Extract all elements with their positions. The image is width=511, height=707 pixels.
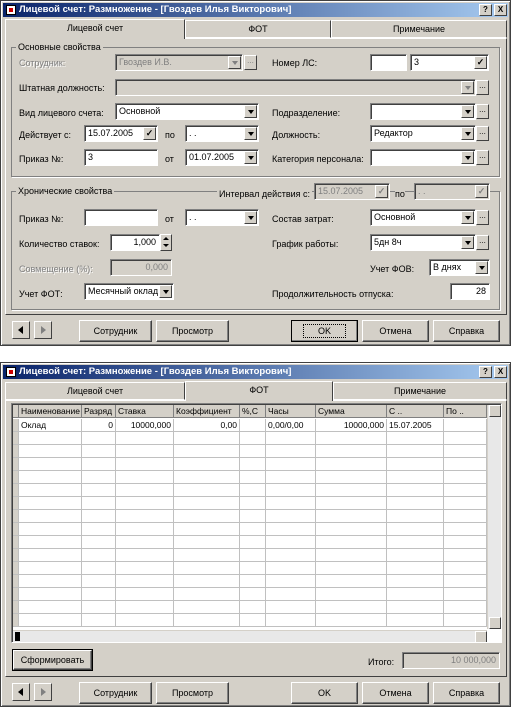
valid-from-value: 15.07.2005 bbox=[88, 128, 134, 138]
empty-cell[interactable] bbox=[444, 575, 487, 588]
empty-cell[interactable] bbox=[387, 614, 444, 627]
staff-ellipsis-button[interactable]: ... bbox=[476, 80, 489, 95]
window-title: Лицевой счет: Размножение - [Гвоздев Илья Викторович] bbox=[19, 366, 292, 377]
empty-cell[interactable] bbox=[116, 497, 174, 510]
empty-cell[interactable] bbox=[316, 523, 387, 536]
column-header[interactable]: Наименование bbox=[19, 405, 82, 418]
combo-field: 0,000 bbox=[110, 259, 172, 276]
position-ellipsis-button[interactable]: ... bbox=[476, 126, 489, 141]
table-cell[interactable]: 15.07.2005 bbox=[387, 419, 444, 432]
order-date-value: 01.07.2005 bbox=[189, 152, 235, 162]
cancel-button[interactable]: Отмена bbox=[362, 320, 429, 342]
employee-value: Гвоздев И.В. bbox=[119, 57, 172, 67]
empty-cell[interactable] bbox=[240, 536, 266, 549]
employee-button[interactable]: Сотрудник bbox=[79, 320, 152, 342]
empty-cell[interactable] bbox=[174, 575, 240, 588]
empty-cell[interactable] bbox=[174, 523, 240, 536]
valid-to-field[interactable] bbox=[185, 125, 259, 142]
form-button[interactable]: Сформировать bbox=[13, 650, 92, 670]
table-cell[interactable]: 10000,000 bbox=[116, 419, 174, 432]
empty-cell[interactable] bbox=[174, 549, 240, 562]
chevron-down-icon[interactable] bbox=[475, 261, 488, 274]
empty-cell[interactable] bbox=[316, 458, 387, 471]
table-cell[interactable]: 0 bbox=[82, 419, 116, 432]
chrono-order-date-field[interactable] bbox=[185, 209, 259, 226]
chevron-down-icon[interactable] bbox=[461, 236, 474, 249]
empty-cell[interactable] bbox=[444, 458, 487, 471]
ls-prefix-field[interactable] bbox=[370, 54, 407, 71]
division-ellipsis-button[interactable]: ... bbox=[476, 104, 489, 119]
prev-record-button[interactable] bbox=[12, 321, 30, 339]
chevron-down-icon[interactable] bbox=[244, 127, 257, 140]
account-type-select[interactable] bbox=[115, 103, 259, 120]
chevron-down-icon bbox=[461, 81, 474, 94]
fot-select[interactable] bbox=[84, 283, 174, 300]
interval-to-value: . . bbox=[418, 186, 426, 196]
employee-label: Сотрудник: bbox=[19, 58, 66, 68]
scroll-up-icon[interactable] bbox=[489, 405, 501, 417]
empty-cell[interactable] bbox=[116, 432, 174, 445]
empty-cell[interactable] bbox=[240, 432, 266, 445]
column-header[interactable]: %,С bbox=[240, 405, 266, 418]
empty-cell[interactable] bbox=[82, 549, 116, 562]
staff-position-field bbox=[115, 79, 476, 96]
empty-cell[interactable] bbox=[82, 432, 116, 445]
ok-button[interactable] bbox=[291, 320, 358, 342]
vertical-scrollbar[interactable] bbox=[487, 405, 501, 629]
cost-select[interactable] bbox=[370, 209, 476, 226]
empty-cell[interactable] bbox=[116, 536, 174, 549]
tab-note[interactable]: Примечание bbox=[331, 20, 507, 38]
empty-cell[interactable] bbox=[174, 588, 240, 601]
rates-label: Количество ставок: bbox=[19, 239, 100, 249]
employee-field bbox=[115, 54, 243, 71]
division-label: Подразделение: bbox=[272, 108, 341, 118]
view-button[interactable]: Просмотр bbox=[156, 320, 229, 342]
title-bar bbox=[3, 3, 508, 17]
empty-cell[interactable] bbox=[266, 510, 316, 523]
schedule-ellipsis-button[interactable]: ... bbox=[476, 235, 489, 250]
arrow-right-icon bbox=[41, 688, 46, 696]
empty-cell[interactable] bbox=[240, 588, 266, 601]
schedule-value: 5дн 8ч bbox=[374, 237, 402, 247]
app-icon bbox=[6, 367, 16, 377]
view-button[interactable]: Просмотр bbox=[156, 682, 229, 704]
table-cell[interactable]: 10000,000 bbox=[316, 419, 387, 432]
help-button[interactable]: Справка bbox=[433, 682, 500, 704]
order-from-label: от bbox=[165, 154, 174, 164]
empty-cell[interactable] bbox=[266, 471, 316, 484]
table-cell[interactable]: 0,00/0,00 bbox=[266, 419, 316, 432]
rates-spinner[interactable] bbox=[160, 234, 172, 251]
empty-cell[interactable] bbox=[19, 510, 82, 523]
empty-cell[interactable] bbox=[82, 510, 116, 523]
empty-cell[interactable] bbox=[116, 549, 174, 562]
check-icon: ✓ bbox=[475, 185, 488, 198]
category-label: Категория персонала: bbox=[272, 154, 364, 164]
empty-cell[interactable] bbox=[240, 549, 266, 562]
empty-cell[interactable] bbox=[316, 614, 387, 627]
fot-table[interactable] bbox=[11, 403, 502, 643]
empty-cell[interactable] bbox=[387, 549, 444, 562]
cost-label: Состав затрат: bbox=[272, 214, 334, 224]
empty-cell[interactable] bbox=[19, 484, 82, 497]
empty-cell[interactable] bbox=[444, 484, 487, 497]
empty-cell[interactable] bbox=[444, 562, 487, 575]
empty-cell[interactable] bbox=[240, 523, 266, 536]
arrow-left-icon bbox=[18, 326, 23, 334]
empty-cell[interactable] bbox=[266, 536, 316, 549]
division-select[interactable] bbox=[370, 103, 476, 120]
cancel-button[interactable]: Отмена bbox=[362, 682, 429, 704]
employee-ellipsis-button: ... bbox=[244, 55, 257, 70]
total-label: Итого: bbox=[368, 657, 395, 667]
empty-cell[interactable] bbox=[387, 432, 444, 445]
empty-cell[interactable] bbox=[82, 536, 116, 549]
empty-cell[interactable] bbox=[387, 588, 444, 601]
vacation-field[interactable]: 28 bbox=[450, 283, 490, 300]
empty-cell[interactable] bbox=[387, 484, 444, 497]
empty-cell[interactable] bbox=[174, 510, 240, 523]
empty-cell[interactable] bbox=[82, 601, 116, 614]
column-header[interactable]: С .. bbox=[387, 405, 444, 418]
order-label: Приказ №: bbox=[19, 154, 64, 164]
chrono-group-title: Хронические свойства bbox=[18, 186, 113, 196]
column-header[interactable]: Разряд bbox=[82, 405, 116, 418]
chevron-down-icon[interactable] bbox=[461, 105, 474, 118]
empty-cell[interactable] bbox=[174, 601, 240, 614]
empty-cell[interactable] bbox=[19, 458, 82, 471]
empty-cell[interactable] bbox=[82, 562, 116, 575]
empty-cell[interactable] bbox=[240, 497, 266, 510]
close-title-button[interactable]: X bbox=[494, 366, 507, 378]
staff-position-label: Штатная должность: bbox=[19, 83, 105, 93]
empty-cell[interactable] bbox=[240, 471, 266, 484]
empty-cell[interactable] bbox=[19, 601, 82, 614]
title-bar bbox=[3, 365, 508, 379]
table-cell[interactable]: 0,00 bbox=[174, 419, 240, 432]
empty-cell[interactable] bbox=[174, 614, 240, 627]
empty-cell[interactable] bbox=[19, 575, 82, 588]
empty-cell[interactable] bbox=[387, 601, 444, 614]
empty-cell[interactable] bbox=[316, 432, 387, 445]
empty-cell[interactable] bbox=[316, 484, 387, 497]
empty-cell[interactable] bbox=[19, 471, 82, 484]
chevron-down-icon[interactable] bbox=[461, 211, 474, 224]
next-record-button bbox=[34, 321, 52, 339]
valid-from-field[interactable] bbox=[84, 125, 158, 142]
spin-up-icon[interactable] bbox=[163, 237, 169, 240]
column-header[interactable]: Ставка bbox=[116, 405, 174, 418]
empty-cell[interactable] bbox=[316, 471, 387, 484]
ok-button[interactable]: OK bbox=[291, 682, 358, 704]
empty-cell[interactable] bbox=[316, 575, 387, 588]
arrow-left-icon bbox=[18, 688, 23, 696]
empty-cell[interactable] bbox=[316, 445, 387, 458]
column-header[interactable]: Коэффициент bbox=[174, 405, 240, 418]
fov-value: В днях bbox=[433, 262, 462, 272]
vacation-label: Продолжительность отпуска: bbox=[272, 289, 394, 299]
empty-cell[interactable] bbox=[174, 445, 240, 458]
empty-cell[interactable] bbox=[444, 497, 487, 510]
interval-from-value: 15.07.2005 bbox=[318, 186, 364, 196]
empty-cell[interactable] bbox=[266, 588, 316, 601]
help-title-button[interactable]: ? bbox=[479, 4, 492, 16]
tab-account[interactable]: Лицевой счет bbox=[5, 382, 185, 400]
schedule-label: График работы: bbox=[272, 239, 339, 249]
empty-cell[interactable] bbox=[174, 432, 240, 445]
empty-cell[interactable] bbox=[444, 471, 487, 484]
empty-cell[interactable] bbox=[444, 588, 487, 601]
empty-cell[interactable] bbox=[444, 601, 487, 614]
empty-cell[interactable] bbox=[116, 614, 174, 627]
empty-cell[interactable] bbox=[19, 536, 82, 549]
empty-cell[interactable] bbox=[174, 471, 240, 484]
category-ellipsis-button[interactable]: ... bbox=[476, 150, 489, 165]
empty-cell[interactable] bbox=[444, 523, 487, 536]
empty-cell[interactable] bbox=[387, 575, 444, 588]
empty-cell[interactable] bbox=[240, 484, 266, 497]
empty-cell[interactable] bbox=[19, 549, 82, 562]
empty-cell[interactable] bbox=[19, 562, 82, 575]
table-cell[interactable]: Оклад bbox=[19, 419, 82, 432]
empty-cell[interactable] bbox=[266, 497, 316, 510]
empty-cell[interactable] bbox=[387, 523, 444, 536]
account-window bbox=[0, 0, 511, 346]
chevron-down-icon[interactable] bbox=[244, 151, 257, 164]
account-type-value: Основной bbox=[119, 106, 161, 116]
employee-button[interactable]: Сотрудник bbox=[79, 682, 152, 704]
tab-note[interactable]: Примечание bbox=[333, 382, 507, 400]
schedule-select[interactable] bbox=[370, 234, 476, 251]
empty-cell[interactable] bbox=[116, 484, 174, 497]
empty-cell[interactable] bbox=[82, 445, 116, 458]
empty-cell[interactable] bbox=[19, 497, 82, 510]
help-title-button[interactable]: ? bbox=[479, 366, 492, 378]
cost-ellipsis-button[interactable]: ... bbox=[476, 210, 489, 225]
empty-cell[interactable] bbox=[116, 588, 174, 601]
empty-cell[interactable] bbox=[387, 510, 444, 523]
empty-cell[interactable] bbox=[82, 523, 116, 536]
empty-cell[interactable] bbox=[240, 614, 266, 627]
empty-cell[interactable] bbox=[240, 575, 266, 588]
empty-cell[interactable] bbox=[387, 458, 444, 471]
empty-cell[interactable] bbox=[174, 562, 240, 575]
table-cell[interactable] bbox=[240, 419, 266, 432]
order-date-field[interactable] bbox=[185, 149, 259, 166]
chevron-down-icon[interactable] bbox=[461, 127, 474, 140]
empty-cell[interactable] bbox=[240, 445, 266, 458]
empty-cell[interactable] bbox=[82, 471, 116, 484]
empty-cell[interactable] bbox=[116, 601, 174, 614]
chevron-down-icon[interactable] bbox=[159, 285, 172, 298]
empty-cell[interactable] bbox=[174, 458, 240, 471]
empty-cell[interactable] bbox=[387, 497, 444, 510]
arrow-right-icon bbox=[41, 326, 46, 334]
scroll-down-icon[interactable] bbox=[489, 617, 501, 629]
ls-number-value: 3 bbox=[414, 57, 420, 67]
order-number-field[interactable]: 3 bbox=[84, 149, 158, 166]
empty-cell[interactable] bbox=[116, 562, 174, 575]
category-select[interactable] bbox=[370, 149, 476, 166]
fot-label: Учет ФОТ: bbox=[19, 289, 63, 299]
empty-cell[interactable] bbox=[387, 471, 444, 484]
spin-down-icon[interactable] bbox=[163, 244, 169, 247]
window-title: Лицевой счет: Размножение - [Гвоздев Илья Викторович] bbox=[19, 4, 292, 15]
interval-to-field bbox=[414, 183, 490, 200]
check-icon[interactable]: ✓ bbox=[474, 56, 487, 69]
app-icon bbox=[6, 5, 16, 15]
empty-cell[interactable] bbox=[19, 445, 82, 458]
empty-cell[interactable] bbox=[444, 432, 487, 445]
interval-label: Интервал действия с: bbox=[219, 189, 310, 199]
combo-label: Совмещение (%): bbox=[19, 264, 93, 274]
scroll-thumb[interactable] bbox=[15, 632, 20, 641]
empty-cell[interactable] bbox=[174, 536, 240, 549]
empty-cell[interactable] bbox=[444, 614, 487, 627]
chevron-down-icon[interactable] bbox=[244, 211, 257, 224]
empty-cell[interactable] bbox=[316, 510, 387, 523]
empty-cell[interactable] bbox=[266, 562, 316, 575]
ls-number-label: Номер ЛС: bbox=[272, 58, 318, 68]
empty-cell[interactable] bbox=[82, 484, 116, 497]
empty-cell[interactable] bbox=[116, 575, 174, 588]
empty-cell[interactable] bbox=[174, 497, 240, 510]
empty-cell[interactable] bbox=[19, 432, 82, 445]
empty-cell[interactable] bbox=[316, 562, 387, 575]
fov-select[interactable] bbox=[429, 259, 490, 276]
chevron-down-icon[interactable] bbox=[244, 105, 257, 118]
tab-account[interactable]: Лицевой счет bbox=[5, 19, 185, 39]
empty-cell[interactable] bbox=[19, 588, 82, 601]
next-record-button bbox=[34, 683, 52, 701]
empty-cell[interactable] bbox=[240, 562, 266, 575]
basic-group-title: Основные свойства bbox=[18, 42, 101, 52]
empty-cell[interactable] bbox=[82, 575, 116, 588]
position-select[interactable] bbox=[370, 125, 476, 142]
close-title-button[interactable]: X bbox=[494, 4, 507, 16]
help-button[interactable]: Справка bbox=[433, 320, 500, 342]
empty-cell[interactable] bbox=[266, 575, 316, 588]
ls-number-field[interactable] bbox=[410, 54, 489, 71]
empty-cell[interactable] bbox=[116, 458, 174, 471]
empty-cell[interactable] bbox=[82, 614, 116, 627]
empty-cell[interactable] bbox=[387, 562, 444, 575]
check-icon: ✓ bbox=[375, 185, 388, 198]
empty-cell[interactable] bbox=[266, 601, 316, 614]
fov-label: Учет ФОВ: bbox=[370, 264, 415, 274]
chrono-order-date-value: . . bbox=[189, 212, 197, 222]
empty-cell[interactable] bbox=[266, 445, 316, 458]
empty-cell[interactable] bbox=[174, 484, 240, 497]
tab-fot[interactable]: ФОТ bbox=[185, 381, 333, 401]
empty-cell[interactable] bbox=[266, 458, 316, 471]
empty-cell[interactable] bbox=[266, 614, 316, 627]
empty-cell[interactable] bbox=[266, 432, 316, 445]
prev-record-button[interactable] bbox=[12, 683, 30, 701]
chrono-order-field[interactable] bbox=[84, 209, 158, 226]
position-value: Редактор bbox=[374, 128, 413, 138]
tab-fot[interactable]: ФОТ bbox=[185, 20, 331, 38]
empty-cell[interactable] bbox=[116, 510, 174, 523]
valid-to-label: по bbox=[165, 130, 175, 140]
horizontal-scrollbar[interactable] bbox=[13, 630, 487, 642]
scroll-right-icon[interactable] bbox=[475, 631, 487, 643]
empty-cell[interactable] bbox=[240, 458, 266, 471]
valid-from-label: Действует с: bbox=[19, 130, 72, 140]
column-header[interactable]: Сумма bbox=[316, 405, 387, 418]
interval-to-label: по bbox=[395, 189, 405, 199]
empty-cell[interactable] bbox=[19, 614, 82, 627]
empty-cell[interactable] bbox=[266, 523, 316, 536]
empty-cell[interactable] bbox=[116, 445, 174, 458]
empty-cell[interactable] bbox=[82, 588, 116, 601]
chevron-down-icon bbox=[228, 56, 241, 69]
chrono-order-label: Приказ №: bbox=[19, 214, 64, 224]
chrono-order-from-label: от bbox=[165, 214, 174, 224]
check-icon[interactable]: ✓ bbox=[143, 127, 156, 140]
column-header[interactable]: Часы bbox=[266, 405, 316, 418]
empty-cell[interactable] bbox=[387, 536, 444, 549]
empty-cell[interactable] bbox=[116, 523, 174, 536]
empty-cell[interactable] bbox=[316, 601, 387, 614]
table-cell[interactable] bbox=[444, 419, 487, 432]
empty-cell[interactable] bbox=[266, 484, 316, 497]
empty-cell[interactable] bbox=[444, 536, 487, 549]
fot-value: Месячный оклад bbox=[88, 286, 159, 296]
rates-field[interactable]: 1,000 bbox=[110, 234, 160, 251]
account-type-label: Вид лицевого счета: bbox=[19, 108, 104, 118]
empty-cell[interactable] bbox=[316, 497, 387, 510]
empty-cell[interactable] bbox=[387, 445, 444, 458]
empty-cell[interactable] bbox=[116, 471, 174, 484]
interval-from-field bbox=[314, 183, 390, 200]
position-label: Должность: bbox=[272, 130, 321, 140]
empty-cell[interactable] bbox=[444, 445, 487, 458]
ok-label: OK bbox=[303, 324, 346, 338]
valid-to-value: . . bbox=[189, 128, 197, 138]
fot-window bbox=[0, 362, 511, 707]
chevron-down-icon[interactable] bbox=[461, 151, 474, 164]
empty-cell[interactable] bbox=[444, 510, 487, 523]
empty-cell[interactable] bbox=[316, 536, 387, 549]
empty-cell[interactable] bbox=[316, 588, 387, 601]
cost-value: Основной bbox=[374, 212, 416, 222]
empty-cell[interactable] bbox=[82, 458, 116, 471]
total-field: 10 000,000 bbox=[402, 652, 500, 669]
empty-cell[interactable] bbox=[316, 549, 387, 562]
empty-cell[interactable] bbox=[19, 523, 82, 536]
empty-cell[interactable] bbox=[240, 510, 266, 523]
column-header[interactable]: По .. bbox=[444, 405, 487, 418]
empty-cell[interactable] bbox=[82, 497, 116, 510]
empty-cell[interactable] bbox=[240, 601, 266, 614]
empty-cell[interactable] bbox=[266, 549, 316, 562]
empty-cell[interactable] bbox=[444, 549, 487, 562]
